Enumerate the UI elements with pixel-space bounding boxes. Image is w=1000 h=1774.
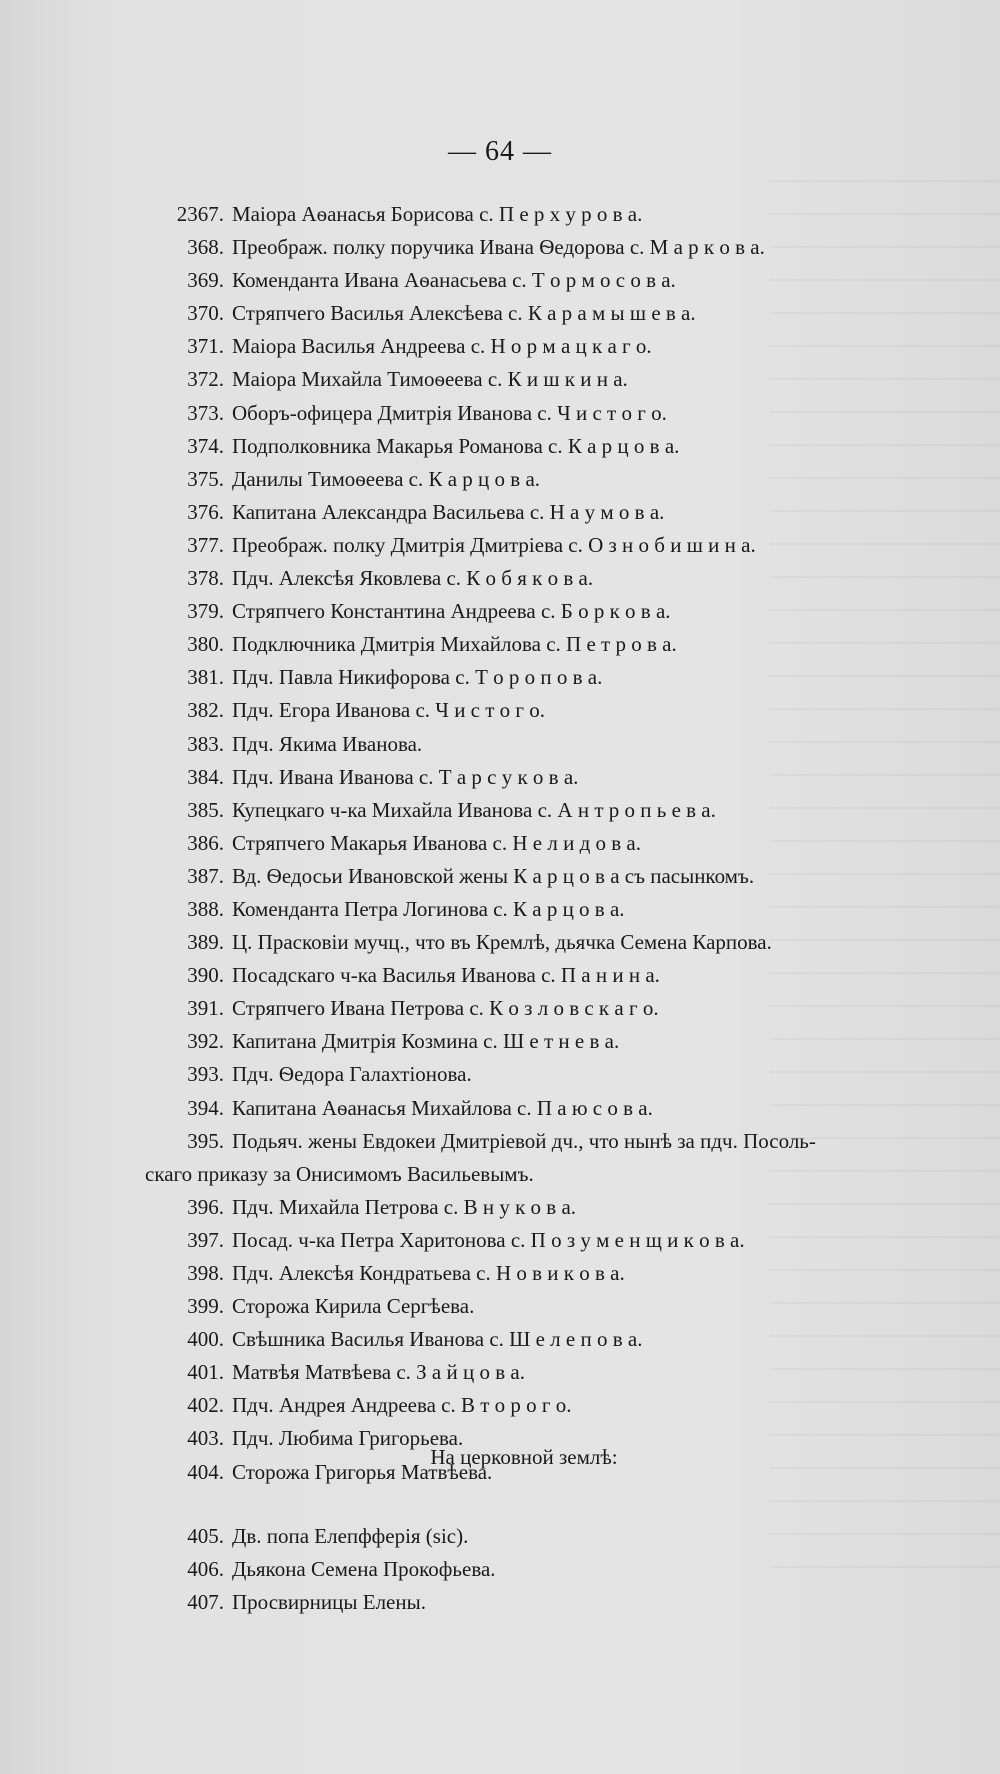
list-item <box>150 1586 950 1619</box>
list-item <box>150 1290 950 1323</box>
entry-text: Коменданта Петра Логинова с. К а р ц о в а. <box>232 896 625 921</box>
list-item <box>150 992 950 1025</box>
list-item <box>150 297 950 330</box>
entry-text: Купецкаго ч-ка Михайла Иванова с. А н т р о п ь е в а. <box>232 797 716 822</box>
list-item <box>150 959 950 992</box>
entry-text: Коменданта Ивана Аѳанасьева с. Т о р м о с о в а. <box>232 268 676 293</box>
entry-number: 391. <box>187 996 224 1021</box>
list-item <box>150 628 950 661</box>
entry-text: Просвирницы Елены. <box>232 1590 426 1615</box>
list-item <box>150 794 950 827</box>
entry-text: Стряпчего Ивана Петрова с. К о з л о в с к а г о. <box>232 996 659 1021</box>
entry-number: 374. <box>187 433 224 458</box>
entry-text: Сторожа Григорья Матвѣева. <box>232 1459 493 1484</box>
entry-text: Пдч. Михайла Петрова с. В н у к о в а. <box>232 1194 577 1219</box>
list-item <box>150 1553 950 1586</box>
entry-text: Пдч. Ивана Иванова с. Т а р с у к о в а. <box>232 764 579 789</box>
entry-number: 375. <box>187 466 224 491</box>
entry-number: 388. <box>187 896 224 921</box>
list-item <box>150 330 950 363</box>
list-item <box>150 1356 950 1389</box>
list-item <box>150 463 950 496</box>
list-item <box>150 926 950 959</box>
list-item <box>150 1125 950 1158</box>
entry-text: Маіора Аѳанасья Борисова с. П е р х у р о в а. <box>232 202 643 226</box>
list-item <box>150 363 950 396</box>
entry-text: Данилы Тимоѳеева с. К а р ц о в а. <box>232 466 541 491</box>
entry-number: 395. <box>187 1128 224 1153</box>
entry-number: 402. <box>187 1393 224 1418</box>
entry-text: Дв. попа Елепфферія (sic). <box>232 1524 469 1548</box>
entry-text: Пдч. Алексѣя Кондратьева с. Н о в и к о в а. <box>232 1261 625 1285</box>
list-item <box>150 264 950 297</box>
entry-number: 369. <box>187 268 224 293</box>
list-item <box>150 1224 950 1257</box>
entry-text: Пдч. Ѳедора Галахтіонова. <box>232 1062 472 1087</box>
entry-number: 371. <box>187 334 224 359</box>
entry-number: 377. <box>187 532 224 557</box>
entry-number: 382. <box>187 698 224 723</box>
entry-text: Стряпчего Константина Андреева с. Б о р к о в а. <box>232 599 671 624</box>
page-number: — 64 — <box>448 136 552 167</box>
list-item <box>150 893 950 926</box>
list-item <box>150 562 950 595</box>
entry-text: Матвѣя Матвѣева с. З а й ц о в а. <box>232 1360 525 1385</box>
entry-text: Пдч. Андрея Андреева с. В т о р о г о. <box>232 1393 572 1418</box>
entry-number: 373. <box>187 400 224 425</box>
section-heading: На церковной землѣ: <box>430 1445 618 1469</box>
entry-text: Капитана Александра Васильева с. Н а у м о в а. <box>232 499 665 524</box>
entry-text: Маіора Михайла Тимоѳеева с. К и ш к и н а. <box>232 367 628 392</box>
entry-text: Пдч. Якима Иванова. <box>232 731 423 756</box>
entry-number: 393. <box>187 1062 224 1087</box>
entry-number: 387. <box>187 863 224 888</box>
entry-text: Подключника Дмитрія Михайлова с. П е т р о в а. <box>232 632 677 657</box>
entry-text: Преображ. полку поручика Ивана Ѳедорова с. М а р к о в а. <box>232 235 765 260</box>
entry-number: 376. <box>187 499 224 524</box>
list-item <box>150 728 950 761</box>
list-item <box>150 1025 950 1058</box>
entry-text: Вд. Ѳедосьи Ивановской жены К а р ц о в а съ пасынкомъ. <box>232 863 755 888</box>
entry-number: 398. <box>187 1261 224 1285</box>
entry-number: 368. <box>187 235 224 260</box>
entry-number: 378. <box>187 566 224 591</box>
list-item <box>150 1058 950 1091</box>
entry-number: 396. <box>187 1194 224 1219</box>
entry-number: 372. <box>187 367 224 392</box>
entry-text: Маіора Василья Андреева с. Н о р м а ц к а г о. <box>232 334 652 359</box>
entry-number: 403. <box>187 1426 224 1451</box>
entry-number: 405. <box>187 1524 224 1548</box>
entry-text: Оборъ-офицера Дмитрія Иванова с. Ч и с т о г о. <box>232 400 667 425</box>
entry-number: 2367. <box>176 202 224 226</box>
list-item <box>150 231 950 264</box>
list-item <box>150 496 950 529</box>
entry-list-church-land <box>150 1520 950 1619</box>
list-item <box>150 430 950 463</box>
list-item <box>150 595 950 628</box>
entry-text: Пдч. Егора Иванова с. Ч и с т о г о. <box>232 698 546 723</box>
list-item <box>150 860 950 893</box>
entry-text: Подьяч. жены Евдокеи Дмитріевой дч., что нынѣ за пдч. Посоль- <box>232 1128 816 1153</box>
entry-number: 406. <box>187 1557 224 1582</box>
entry-text: Капитана Дмитрія Козмина с. Ш е т н е в а. <box>232 1029 620 1054</box>
list-item <box>150 661 950 694</box>
entry-number: 394. <box>187 1095 224 1120</box>
entry-text: Ц. Прасковіи мучц., что въ Кремлѣ, дьячка Семена Карпова. <box>232 930 772 955</box>
list-item <box>150 761 950 794</box>
entry-number: 404. <box>187 1459 224 1484</box>
entry-text: Посад. ч-ка Петра Харитонова с. П о з у м е н щ и к о в а. <box>232 1227 745 1252</box>
entry-text: Пдч. Павла Никифорова с. Т о р о п о в а. <box>232 665 603 690</box>
entry-number: 399. <box>187 1294 224 1319</box>
list-item <box>150 1191 950 1224</box>
entry-text: Дьякона Семена Прокофьева. <box>232 1557 496 1582</box>
entry-number: 407. <box>187 1590 224 1615</box>
entry-text: Свѣшника Василья Иванова с. Ш е л е п о в а. <box>232 1327 643 1352</box>
list-item <box>150 694 950 727</box>
entry-text: Сторожа Кирила Сергѣева. <box>232 1294 475 1319</box>
list-item <box>150 529 950 562</box>
entry-number: 380. <box>187 632 224 657</box>
entry-text: Капитана Аѳанасья Михайлова с. П а ю с о в а. <box>232 1095 653 1120</box>
list-item <box>150 1257 950 1290</box>
list-item <box>150 827 950 860</box>
entry-number: 379. <box>187 599 224 624</box>
list-item <box>150 198 950 231</box>
entry-text: Посадскаго ч-ка Василья Иванова с. П а н и н а. <box>232 963 660 988</box>
entry-number: 385. <box>187 797 224 822</box>
entry-text: Стряпчего Макарья Иванова с. Н е л и д о в а. <box>232 830 641 855</box>
entry-list <box>145 198 950 1489</box>
entry-number: 390. <box>187 963 224 988</box>
entry-number: 397. <box>187 1227 224 1252</box>
entry-number: 370. <box>187 301 224 326</box>
list-item <box>150 1389 950 1422</box>
entry-number: 386. <box>187 830 224 855</box>
entry-number: 383. <box>187 731 224 756</box>
entry-number: 392. <box>187 1029 224 1054</box>
list-item <box>150 1092 950 1125</box>
entry-number: 401. <box>187 1360 224 1385</box>
entry-text: Преображ. полку Дмитрія Дмитріева с. О з н о б и ш и н а. <box>232 532 756 557</box>
entry-text: Подполковника Макарья Романова с. К а р ц о в а. <box>232 433 680 458</box>
entry-number: 381. <box>187 665 224 690</box>
entry-number: 400. <box>187 1327 224 1352</box>
list-item <box>150 1520 950 1553</box>
entry-number: 384. <box>187 764 224 789</box>
entry-text: Стряпчего Василья Алексѣева с. К а р а м ы ш е в а. <box>232 301 696 326</box>
entry-text: Пдч. Любима Григорьева. <box>232 1426 464 1451</box>
entry-continuation: скаго приказу за Онисимомъ Васильевымъ. <box>145 1161 534 1186</box>
entry-number: 389. <box>187 930 224 955</box>
list-item <box>150 1323 950 1356</box>
entry-text: Пдч. Алексѣя Яковлева с. К о б я к о в а. <box>232 566 594 591</box>
list-item <box>150 397 950 430</box>
